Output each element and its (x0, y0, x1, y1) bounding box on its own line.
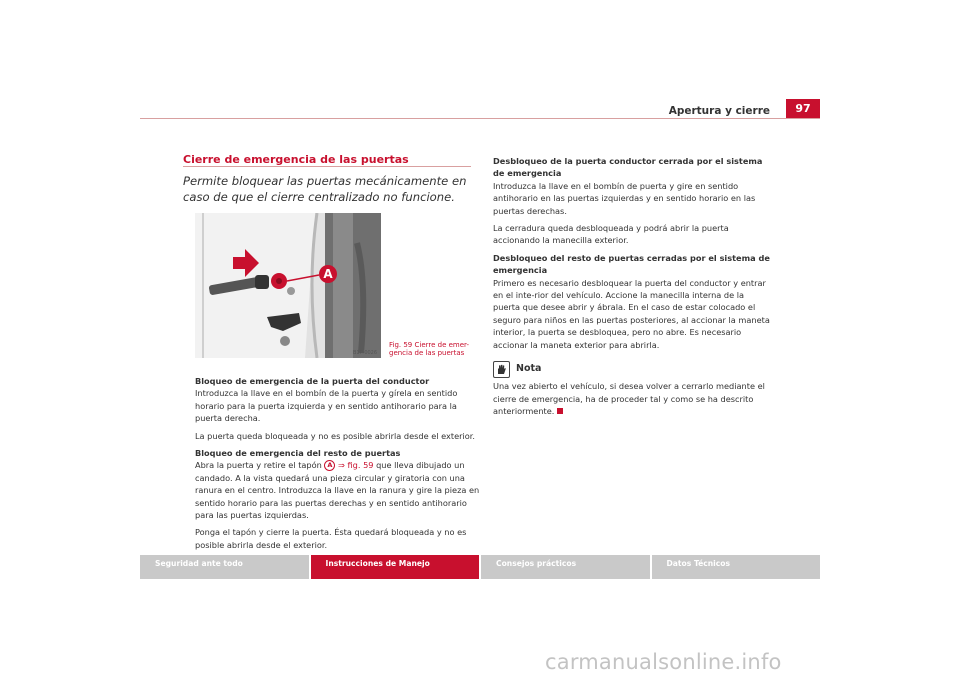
footer-nav (140, 555, 820, 579)
watermark: carmanualsonline.info (545, 650, 782, 674)
right-body (493, 155, 773, 422)
note-text (493, 380, 773, 417)
footer-tab-instrucciones[interactable]: Instrucciones de Manejo (311, 555, 480, 579)
left-subheading-1: Bloqueo de emergencia de la puerta del conductor (195, 376, 430, 386)
figure-reference-link[interactable]: ⇒ fig. 59 (338, 460, 374, 471)
callout-a-marker (319, 265, 337, 283)
door-lock-figure (195, 213, 381, 358)
note-header (493, 361, 773, 378)
running-header-title: Apertura y cierre (668, 105, 770, 117)
footer-tab-seguridad[interactable]: Seguridad ante todo (140, 555, 309, 579)
left-paragraph-4: Ponga el tapón y cierre la puerta. Ésta quedará bloqueada y no es posible abrirla desde el exterior. (195, 527, 467, 550)
section-title-rule (183, 166, 471, 167)
header-rule (140, 118, 820, 119)
note-label: Nota (516, 363, 542, 375)
left-paragraph-1: Introduzca la llave en el bombín de la puerta y gírela en sentido horario para la puerta izquierda y en sentido antihorario para la puerta derecha. (195, 388, 458, 424)
left-paragraph-2: La puerta queda bloqueada y no es posible abrirla desde el exterior. (195, 430, 476, 441)
figure-caption: Fig. 59 Cierre de emer-gencia de las puertas (389, 341, 470, 357)
page-number: 97 (786, 99, 820, 119)
left-paragraph-3-start: Abra la puerta y retire el tapón (195, 460, 322, 471)
right-paragraph-1: Introduzca la llave en el bombín de puerta y gire en sentido antihorario en las puertas izquierdas y en sentido horario en las puertas derechas. (493, 180, 756, 216)
footer-tab-datos[interactable]: Datos Técnicos (652, 555, 821, 579)
section-title: Cierre de emergencia de las puertas (183, 153, 409, 166)
section-intro: Permite bloquear las puertas mecánicamente en caso de que el cierre centralizado no funcione. (183, 174, 467, 204)
right-subheading-2: Desbloqueo del resto de puertas cerradas por el sistema de emergencia (493, 252, 770, 276)
left-body (195, 375, 480, 556)
right-paragraph-3: Primero es necesario desbloquear la puerta del conductor y entrar en el inte-rior del vehículo. Accione la manecilla interna de la puerta que desee abrir y ábrala. En el caso de estar colocado el seguro para niños en las puertas posteriores, al accionar la maneta interior, la puerta se desbloquea, pero no abre. Es necesario accionar la maneta exterior para abrirla. (493, 277, 770, 350)
callout-a-label: A (323, 267, 333, 281)
figure-code: B1P-0026 (353, 350, 378, 356)
note-text-content: Una vez abierto el vehículo, si desea volver a cerrarlo mediante el cierre de emergencia, ha de proceder tal y como se ha descrito anteriormente. (493, 381, 765, 416)
left-paragraph-3-end: que lleva dibujado un candado. A la vista quedará una pieza circular y giratoria con una ranura en el centro. Introduzca la llave en la ranura y gire la pieza en sentido horario para las puertas derechas y en sentido antihorario para las puertas izquierdas. (195, 460, 480, 521)
door-lock-illustration (195, 213, 381, 358)
footer-tab-consejos[interactable]: Consejos prácticos (481, 555, 650, 579)
right-paragraph-2: La cerradura queda desbloqueada y podrá abrir la puerta accionando la manecilla exterior. (493, 223, 729, 246)
callout-a-badge: A (324, 460, 335, 471)
note-hand-icon (493, 361, 510, 378)
end-of-section-marker (557, 408, 563, 414)
right-subheading-1: Desbloqueo de la puerta conductor cerrada por el sistema de emergencia (493, 156, 763, 179)
left-subheading-2: Bloqueo de emergencia del resto de puertas (195, 448, 401, 459)
left-paragraph-3 (195, 459, 480, 521)
